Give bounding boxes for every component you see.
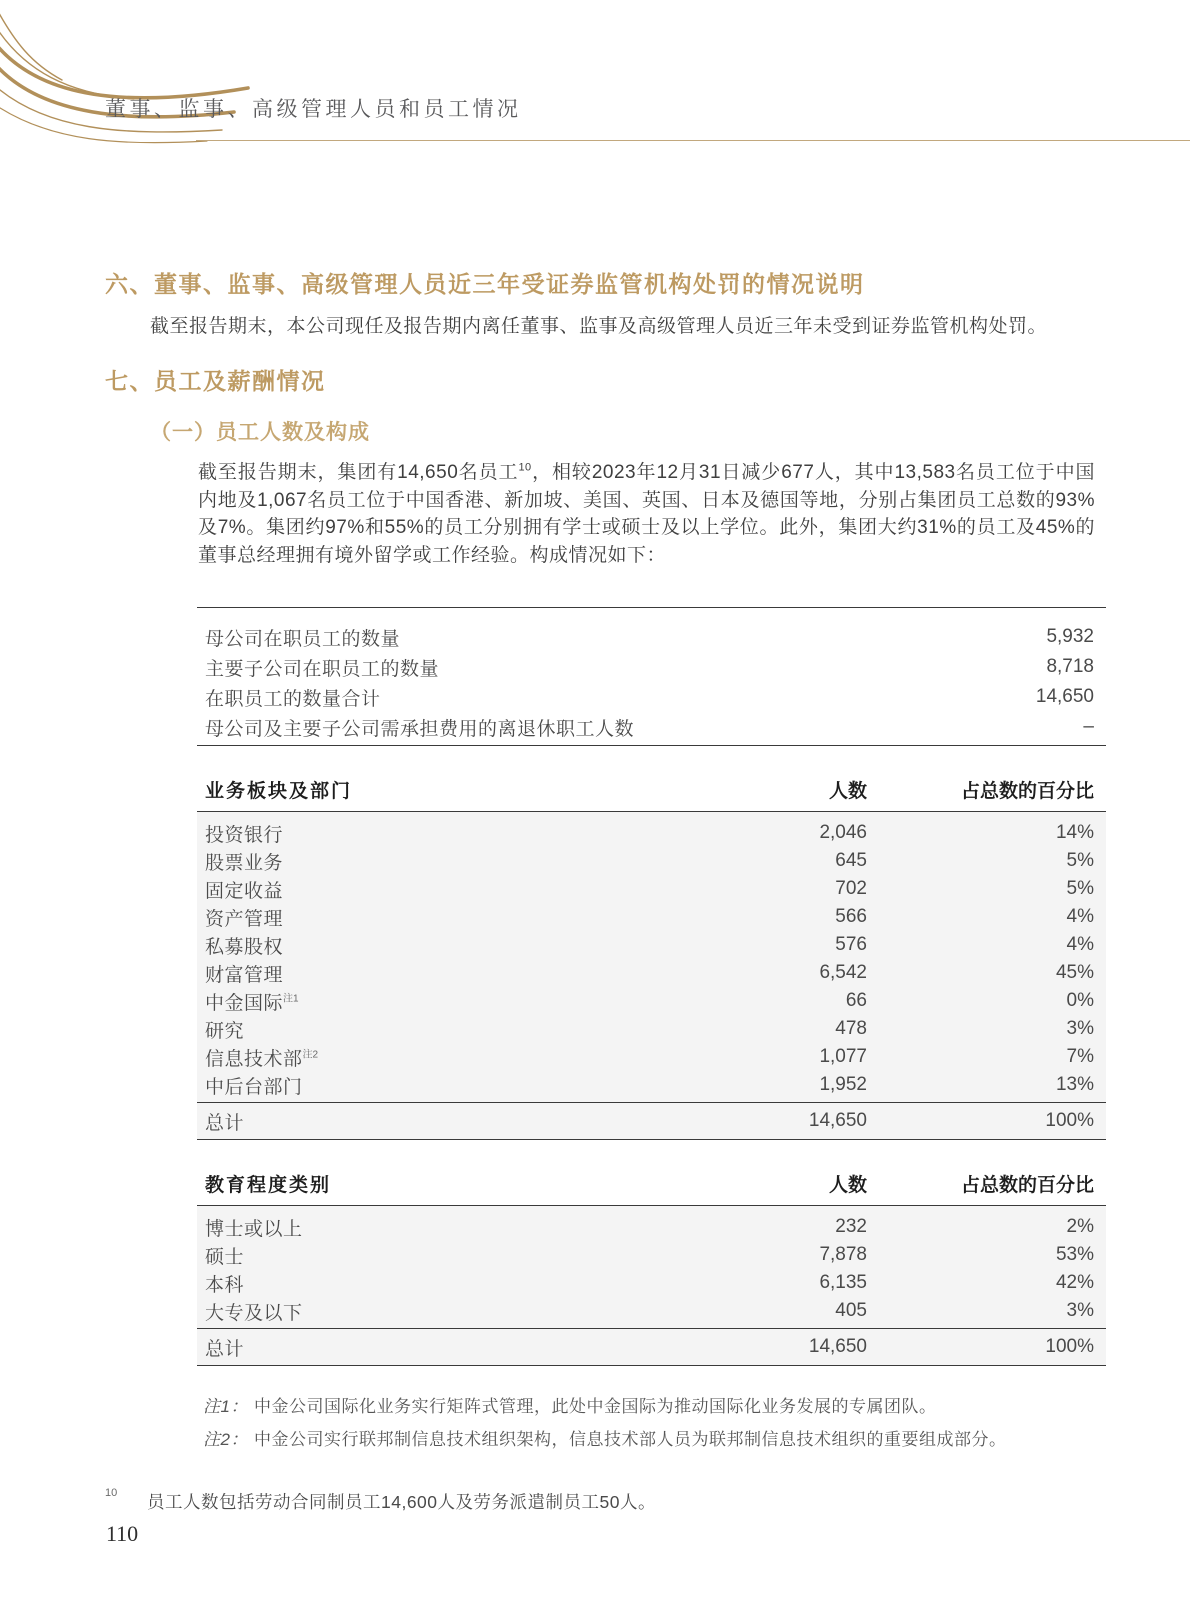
row-label: 大专及以下	[205, 1302, 303, 1324]
gold-swoosh-decoration-icon	[0, 0, 270, 150]
note-1-text: 中金公司国际化业务实行矩阵式管理，此处中金国际为推动国际化业务发展的专属团队。	[253, 1397, 937, 1416]
row-label: 固定收益	[205, 880, 284, 902]
table-row	[197, 875, 1106, 903]
row-count: 7,878	[819, 1244, 867, 1265]
row-count: 232	[835, 1216, 867, 1237]
education-table-body	[197, 1206, 1106, 1328]
footnote-10-marker: 10	[105, 1487, 118, 1499]
row-value: 5,932	[1046, 626, 1094, 647]
subsection1-heading: （一）员工人数及构成	[150, 421, 370, 444]
row-percent: 45%	[1055, 962, 1094, 983]
table-row	[197, 622, 1106, 652]
total-count: 14,650	[808, 1110, 867, 1131]
row-percent: 3%	[1066, 1300, 1094, 1321]
row-percent: 42%	[1055, 1272, 1094, 1293]
row-count: 2,046	[819, 822, 867, 843]
table-row	[197, 1015, 1106, 1043]
note-1-label: 注1：	[203, 1397, 248, 1416]
table-row	[197, 931, 1106, 959]
row-label: 主要子公司在职员工的数量	[205, 658, 440, 680]
table-row	[197, 959, 1106, 987]
intro-text-before: 截至报告期末，集团有14,650名员工	[198, 462, 519, 483]
row-count: 6,135	[819, 1272, 867, 1293]
row-percent: 4%	[1066, 934, 1094, 955]
employee-intro-paragraph	[198, 459, 1095, 569]
row-percent: 0%	[1066, 990, 1094, 1011]
header-headcount: 人数	[828, 781, 867, 802]
section6-heading: 六、董事、监事、高级管理人员近三年受证券监管机构处罚的情况说明	[105, 271, 865, 297]
note-2-text: 中金公司实行联邦制信息技术组织架构，信息技术部人员为联邦制信息技术组织的重要组成部分。	[253, 1430, 1007, 1449]
headcount-table	[197, 607, 1106, 746]
row-count: 702	[835, 878, 867, 899]
row-label	[197, 988, 687, 1015]
header-rule	[196, 140, 1190, 141]
row-label: 硕士	[205, 1246, 245, 1268]
note-2	[203, 1425, 1006, 1450]
row-percent: 3%	[1066, 1018, 1094, 1039]
table-row	[197, 903, 1106, 931]
row-label: 博士或以上	[205, 1218, 303, 1240]
total-percent: 100%	[1045, 1336, 1094, 1357]
row-label: 中后台部门	[205, 1076, 303, 1098]
page-header-title: 董事、监事、高级管理人员和员工情况	[105, 97, 522, 121]
row-percent: 5%	[1066, 850, 1094, 871]
row-percent: 14%	[1055, 822, 1094, 843]
department-table-body	[197, 812, 1106, 1102]
header-education-level: 教育程度类别	[205, 1175, 332, 1196]
note2-ref: 注2	[302, 1049, 319, 1061]
row-label: 资产管理	[205, 908, 284, 930]
table-row	[197, 1269, 1106, 1297]
table-row	[197, 1213, 1106, 1241]
table-row	[197, 712, 1106, 742]
row-count: 566	[835, 906, 867, 927]
note1-ref: 注1	[283, 993, 299, 1005]
table-row	[197, 1241, 1106, 1269]
table-row	[197, 1071, 1106, 1099]
row-count: 478	[835, 1018, 867, 1039]
note-1	[203, 1392, 936, 1417]
row-value: 14,650	[1035, 686, 1094, 707]
row-count: 1,077	[819, 1046, 867, 1067]
row-count: 6,542	[819, 962, 867, 983]
intro-text-after: ，相较2023年12月31日减少677人，其中13,583名员工位于中国内地及1,067名员工位于中国香港、新加坡、美国、英国、日本及德国等地，分别占集团员工总数的93%及7%。集团约97%和55%的员工分别拥有学士或硕士及以上学位。此外，集团大约31%的员工及45%的董事总经理拥有境外留学或工作经验。构成情况如下：	[198, 462, 1095, 566]
table-row	[197, 1297, 1106, 1325]
row-label: 私募股权	[205, 936, 284, 958]
row-count: 645	[835, 850, 867, 871]
row-count: 576	[835, 934, 867, 955]
table-row	[197, 682, 1106, 712]
row-count: 66	[845, 990, 867, 1011]
row-label: 本科	[205, 1274, 245, 1296]
row-label	[197, 1044, 687, 1071]
row-count: 1,952	[819, 1074, 867, 1095]
note-2-label: 注2：	[203, 1430, 248, 1449]
table-row	[197, 652, 1106, 682]
section6-paragraph: 截至报告期末，本公司现任及报告期内离任董事、监事及高级管理人员近三年未受到证券监管机构处罚。	[150, 316, 1048, 337]
row-value: –	[1083, 716, 1094, 737]
section7-heading: 七、员工及薪酬情况	[105, 368, 326, 394]
row-percent: 2%	[1066, 1216, 1094, 1237]
header-department: 业务板块及部门	[205, 781, 353, 802]
row-label: 投资银行	[205, 824, 284, 846]
department-table-total-row	[197, 1102, 1106, 1140]
education-table-header	[197, 1167, 1106, 1206]
education-table-total-row	[197, 1328, 1106, 1366]
row-label-text: 信息技术部	[205, 1048, 303, 1070]
row-value: 8,718	[1046, 656, 1094, 677]
row-label: 股票业务	[205, 852, 284, 874]
table-row	[197, 847, 1106, 875]
department-table-header	[197, 773, 1106, 812]
row-percent: 13%	[1055, 1074, 1094, 1095]
row-count: 405	[835, 1300, 867, 1321]
page-number: 110	[106, 1521, 139, 1546]
table-row	[197, 819, 1106, 847]
total-label: 总计	[205, 1338, 245, 1360]
header-percentage: 占总数的百分比	[960, 781, 1094, 802]
row-percent: 53%	[1055, 1244, 1094, 1265]
row-percent: 7%	[1066, 1046, 1094, 1067]
row-percent: 5%	[1066, 878, 1094, 899]
education-table	[197, 1167, 1106, 1366]
row-label: 在职员工的数量合计	[205, 688, 381, 710]
row-label: 母公司在职员工的数量	[205, 628, 401, 650]
row-label: 研究	[205, 1020, 245, 1042]
footnote-10-text: 员工人数包括劳动合同制员工14,600人及劳务派遣制员工50人。	[147, 1492, 656, 1512]
row-label: 母公司及主要子公司需承担费用的离退休职工人数	[205, 718, 635, 740]
total-count: 14,650	[808, 1336, 867, 1357]
total-label: 总计	[205, 1112, 245, 1134]
department-table	[197, 773, 1106, 1140]
header-headcount: 人数	[828, 1175, 867, 1196]
table-row	[197, 987, 1106, 1015]
total-percent: 100%	[1045, 1110, 1094, 1131]
table-row	[197, 1043, 1106, 1071]
row-label-text: 中金国际	[205, 992, 284, 1014]
row-label: 财富管理	[205, 964, 284, 986]
footnote-ref-10: 10	[518, 461, 532, 474]
header-percentage: 占总数的百分比	[960, 1175, 1094, 1196]
row-percent: 4%	[1066, 906, 1094, 927]
